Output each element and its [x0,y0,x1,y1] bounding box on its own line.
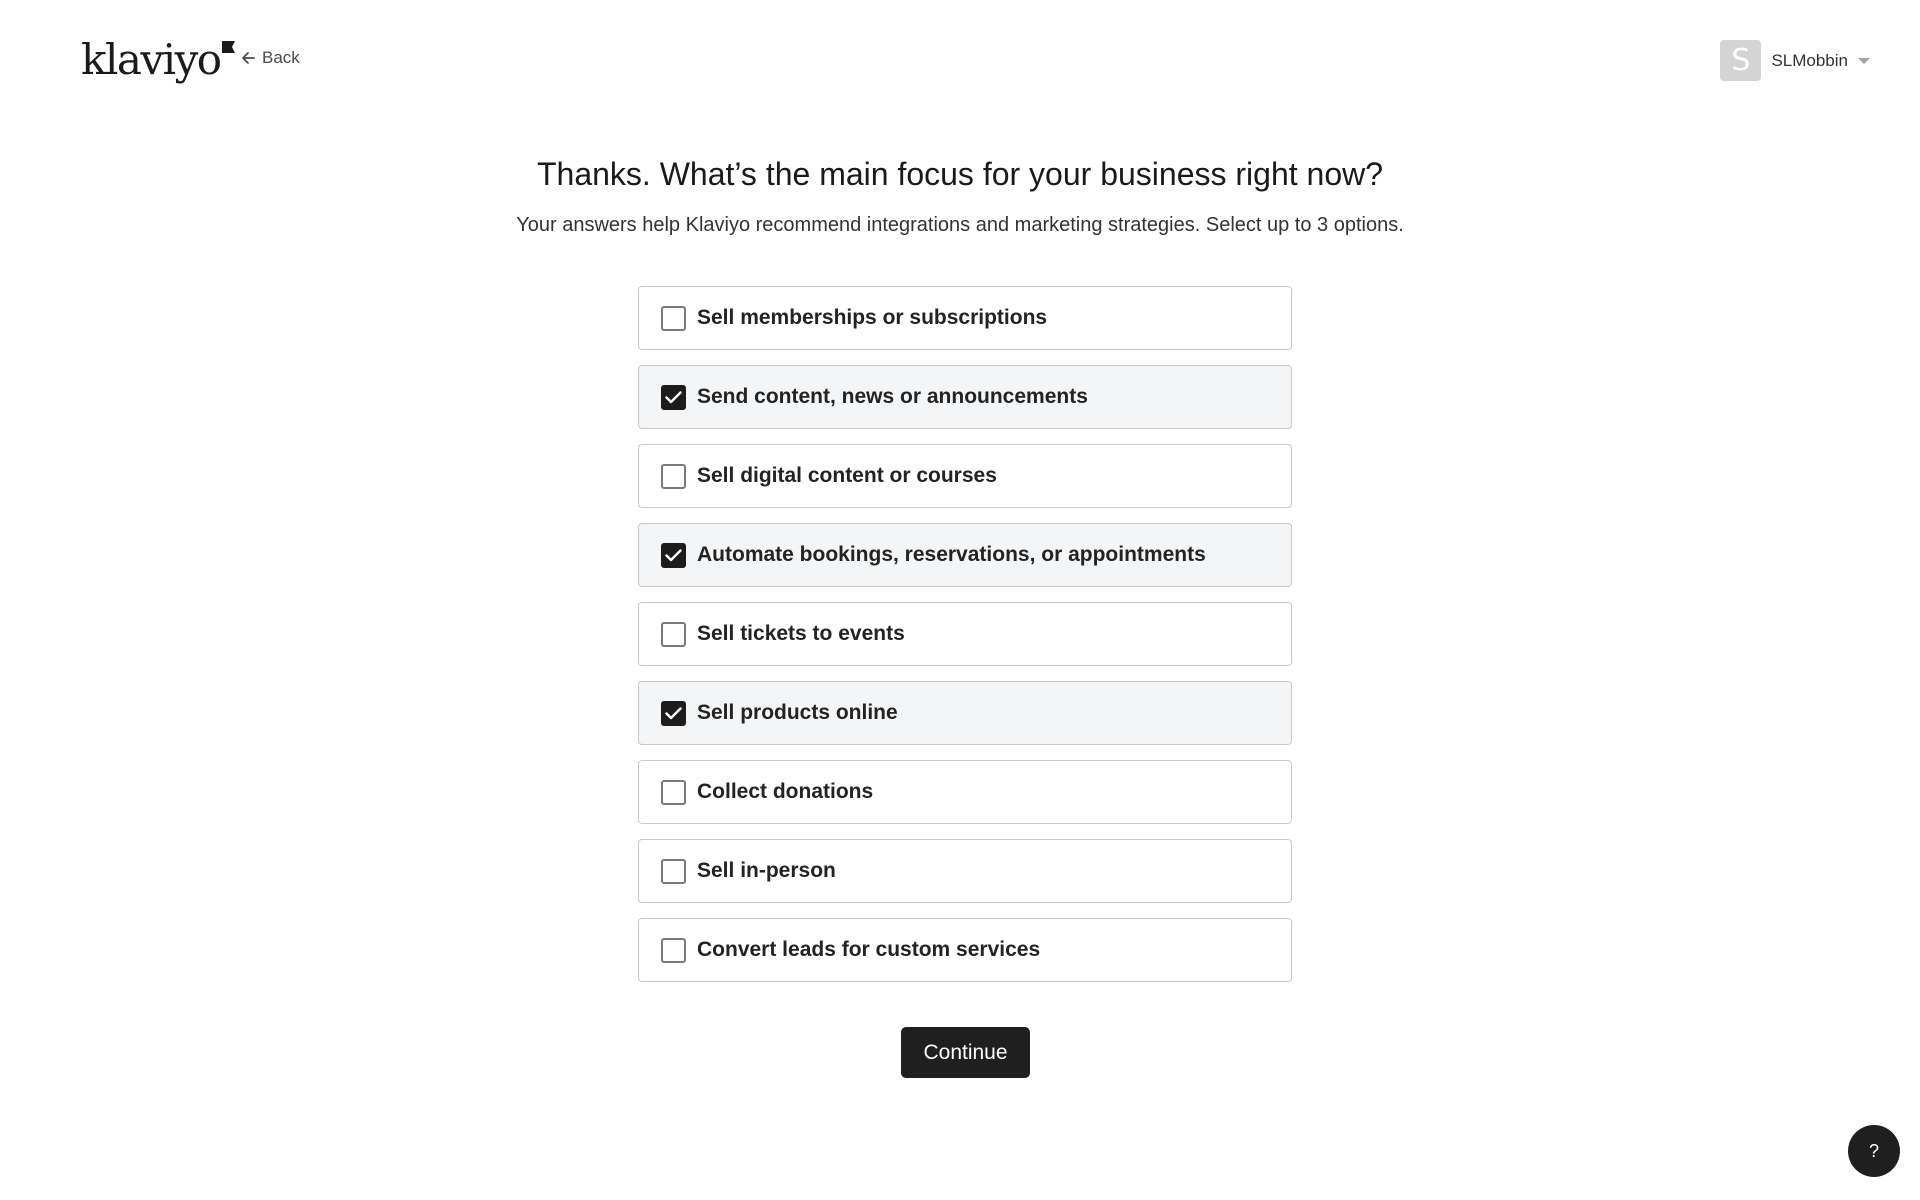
option-label: Sell memberships or subscriptions [697,306,1048,329]
option-label: Sell digital content or courses [697,464,997,487]
option-label: Sell in-person [697,859,836,882]
option-sell-in-person[interactable] [638,839,1292,903]
checkmark-icon [665,549,682,562]
checkbox[interactable] [661,385,686,410]
logo-text: klaviyo [81,35,221,84]
option-convert-leads[interactable] [638,918,1292,982]
option-sell-memberships[interactable] [638,286,1292,350]
option-sell-digital-content[interactable] [638,444,1292,508]
option-sell-tickets[interactable] [638,602,1292,666]
option-automate-bookings[interactable] [638,523,1292,587]
chevron-down-icon [1858,58,1870,64]
option-label: Sell products online [697,701,898,724]
flag-icon [222,41,235,53]
page-title: Thanks. What’s the main focus for your business right now? [536,156,1384,192]
help-button[interactable]: ? [1848,1125,1900,1177]
checkbox[interactable] [661,859,686,884]
checkmark-icon [665,707,682,720]
continue-button[interactable]: Continue [901,1027,1030,1078]
checkbox[interactable] [661,543,686,568]
header [0,0,1920,120]
avatar: S [1720,40,1761,81]
back-label: Back [262,48,300,67]
checkbox[interactable] [661,780,686,805]
checkbox[interactable] [661,464,686,489]
option-label: Automate bookings, reservations, or appointments [697,543,1206,566]
klaviyo-logo[interactable] [81,36,235,84]
option-sell-products-online[interactable] [638,681,1292,745]
checkbox[interactable] [661,938,686,963]
option-label: Sell tickets to events [697,622,905,645]
back-link[interactable] [240,48,300,68]
checkmark-icon [665,391,682,404]
option-send-content[interactable] [638,365,1292,429]
page-subtitle: Your answers help Klaviyo recommend integrations and marketing strategies. Select up to 3 options. [516,214,1404,236]
option-label: Convert leads for custom services [697,938,1041,961]
arrow-left-icon [240,50,256,66]
focus-options-list [638,286,1292,997]
checkbox[interactable] [661,306,686,331]
option-label: Collect donations [697,780,874,803]
checkbox[interactable] [661,622,686,647]
checkbox[interactable] [661,701,686,726]
option-label: Send content, news or announcements [697,385,1088,408]
username: SLMobbin [1771,50,1848,70]
option-collect-donations[interactable] [638,760,1292,824]
user-menu[interactable] [1720,40,1870,81]
